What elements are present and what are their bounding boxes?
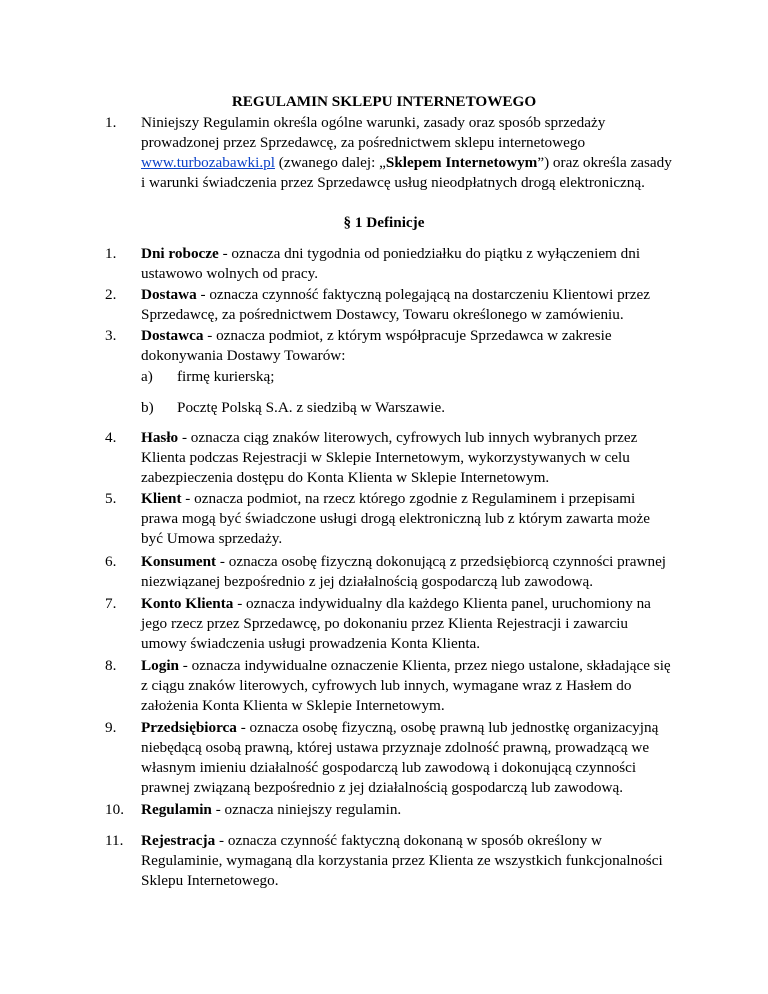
definition-item: 3. Dostawca - oznacza podmiot, z którym współpracuje Sprzedawca w zakresie dokonywania Dostawy Towarów: xyxy=(105,327,612,364)
definition-term: Klient xyxy=(141,490,182,507)
definition-item: 8. Login - oznacza indywidualne oznaczenie Klienta, przez niego ustalone, składające się z ciągu znaków literowych, cyfrowych lub innych, wymagane wraz z Hasłem do założenia Konta Klienta w Sklepie Internetowym. xyxy=(105,657,671,714)
definition-term: Regulamin xyxy=(141,801,212,818)
definition-term: Dni robocze xyxy=(141,245,219,262)
definition-term: Dostawca xyxy=(141,327,204,344)
definition-item: 1. Dni robocze - oznacza dni tygodnia od poniedziałku do piątku z wyłączeniem dni ustawowo wolnych od pracy. xyxy=(105,245,641,282)
definition-term: Hasło xyxy=(141,429,179,446)
definition-item: 6. Konsument - oznacza osobę fizyczną dokonującą z przedsiębiorcą czynności prawnej niezwiązanej bezpośrednio z jej działalnością gospodarczą lub zawodową. xyxy=(105,553,667,590)
shop-name-bold: Sklepem Internetowym xyxy=(385,154,538,171)
definition-item: 2. Dostawa - oznacza czynność faktyczną polegającą na dostarczeniu Klientowi przez Sprzedawcę, za pośrednictwem Dostawcy, Towaru określonego w zamówieniu. xyxy=(105,286,650,323)
document-title: REGULAMIN SKLEPU INTERNETOWEGO xyxy=(231,93,537,110)
definition-item: 10. Regulamin - oznacza niniejszy regulamin. xyxy=(105,801,402,818)
intro-paragraph xyxy=(105,113,675,193)
intro-text: Niniejszy Regulamin określa ogólne warunki, zasady oraz sposób sprzedaży prowadzonej przez Sprzedawcę, za pośrednictwem sklepu internetowego www.turbozabawki.pl (zwanego dalej: „Sklepem Internetowym”) oraz określa zasady i warunki świadczenia przez Sprzedawcę usług nieodpłatnych drogą elektroniczną. xyxy=(141,114,672,191)
shop-link[interactable]: www.turbozabawki.pl xyxy=(141,154,275,171)
definition-term: Konsument xyxy=(141,553,217,570)
section-title: § 1 Definicje xyxy=(343,214,425,231)
definition-term: Dostawa xyxy=(141,286,197,303)
definition-term: Przedsiębiorca xyxy=(141,719,237,736)
intro-number: 1. xyxy=(105,114,117,131)
definition-term: Login xyxy=(141,657,179,674)
definition-term: Rejestracja xyxy=(141,832,216,849)
delivery-subitem: b) Pocztę Polską S.A. z siedzibą w Warszawie. xyxy=(141,399,446,416)
definition-item: 4. Hasło - oznacza ciąg znaków literowych, cyfrowych lub innych wybranych przez Klienta podczas Rejestracji w Sklepie Internetowym, wykorzystywanych w celu zabezpieczenia dostępu do Konta Klienta w Sklepie Internetowym. xyxy=(105,429,638,486)
definition-term: Konto Klienta xyxy=(141,595,234,612)
definition-item: 11. Rejestracja - oznacza czynność faktyczną dokonaną w sposób określony w Regulaminie, wymaganą dla korzystania przez Klienta ze wszystkich funkcjonalności Sklepu Internetowego. xyxy=(105,832,663,889)
delivery-subitem: a) firmę kurierską; xyxy=(141,368,275,385)
definition-item: 9. Przedsiębiorca - oznacza osobę fizyczną, osobę prawną lub jednostkę organizacyjną niebędącą osobą prawną, której ustawa przyznaje zdolność prawną, prowadzącą we własnym imieniu działalność gospodarczą lub zawodową i dokonującą czynności prawnej związaną bezpośrednio z jej działalnością gospodarczą lub zawodową. xyxy=(105,719,659,796)
definition-item: 7. Konto Klienta - oznacza indywidualny dla każdego Klienta panel, uruchomiony na jego rzecz przez Sprzedawcę, po dokonaniu przez Klienta Rejestracji i zawarciu umowy świadczenia usługi prowadzenia Konta Klienta. xyxy=(105,595,651,652)
definition-item: 5. Klient - oznacza podmiot, na rzecz którego zgodnie z Regulaminem i przepisami prawa mogą być świadczone usługi drogą elektroniczną lub z którym zawarta może być Umowa sprzedaży. xyxy=(105,490,651,547)
